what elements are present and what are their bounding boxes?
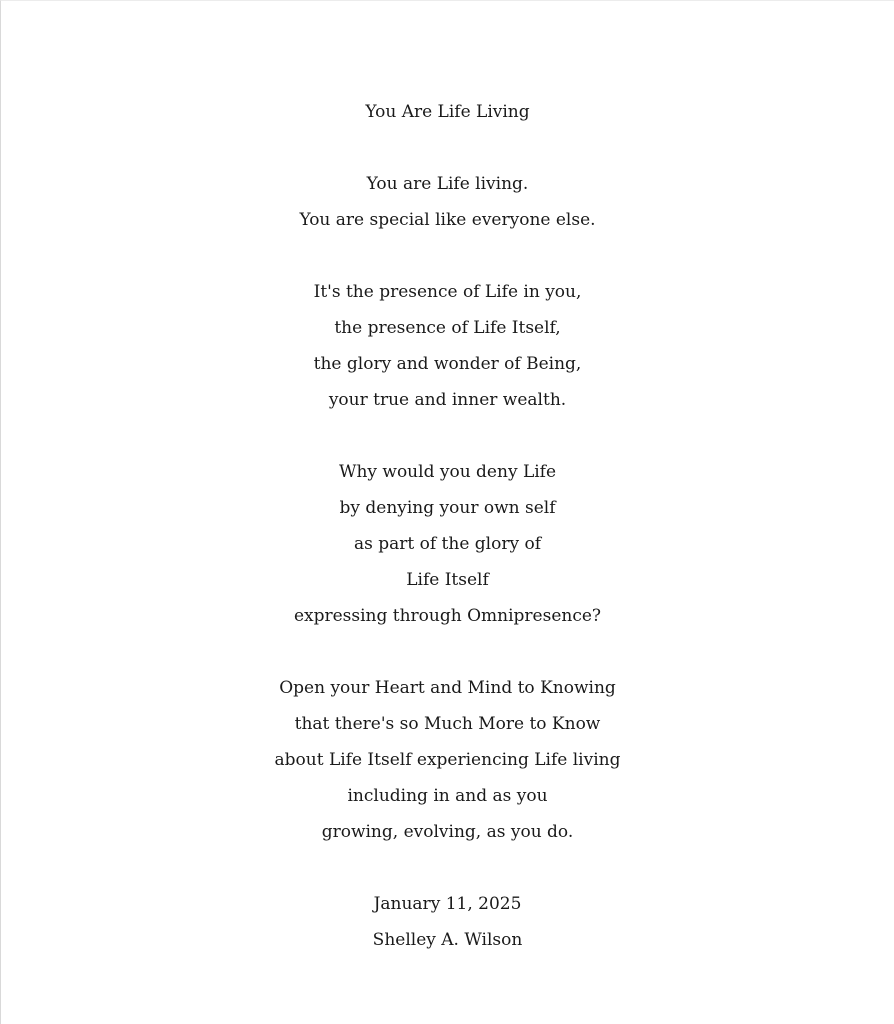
poem-line: including in and as you: [347, 786, 548, 806]
poem-line: as part of the glory of: [353, 534, 542, 554]
signature-block: [1, 886, 894, 958]
poem-line: growing, evolving, as you do.: [321, 822, 574, 842]
poem-line: the presence of Life Itself,: [334, 318, 561, 338]
stanza-3: [1, 454, 894, 634]
poem-line: your true and inner wealth.: [328, 390, 567, 410]
stanza-gap: [1, 130, 894, 166]
stanza-gap: [1, 634, 894, 670]
poem-line: about Life Itself experiencing Life living: [274, 750, 621, 770]
poem-line: You are Life living.: [366, 174, 529, 194]
stanza-2: [1, 274, 894, 418]
stanza-4: [1, 670, 894, 850]
poem-line: the glory and wonder of Being,: [313, 354, 582, 374]
poem-line: by denying your own self: [339, 498, 556, 518]
poem-title: You Are Life Living: [365, 102, 530, 122]
poem-line: expressing through Omnipresence?: [293, 606, 602, 626]
poem-line: Open your Heart and Mind to Knowing: [279, 678, 616, 698]
stanza-gap: [1, 418, 894, 454]
poem-author: Shelley A. Wilson: [372, 930, 523, 950]
poem: [1, 94, 894, 958]
stanza-gap: [1, 238, 894, 274]
stanza-gap: [1, 850, 894, 886]
stanza-1: [1, 166, 894, 238]
poem-line: Why would you deny Life: [338, 462, 557, 482]
poem-date: January 11, 2025: [373, 894, 522, 914]
poem-line: that there's so Much More to Know: [294, 714, 601, 734]
poem-line: Life Itself: [406, 570, 489, 590]
poem-line: You are special like everyone else.: [299, 210, 596, 230]
poem-line: It's the presence of Life in you,: [313, 282, 582, 302]
